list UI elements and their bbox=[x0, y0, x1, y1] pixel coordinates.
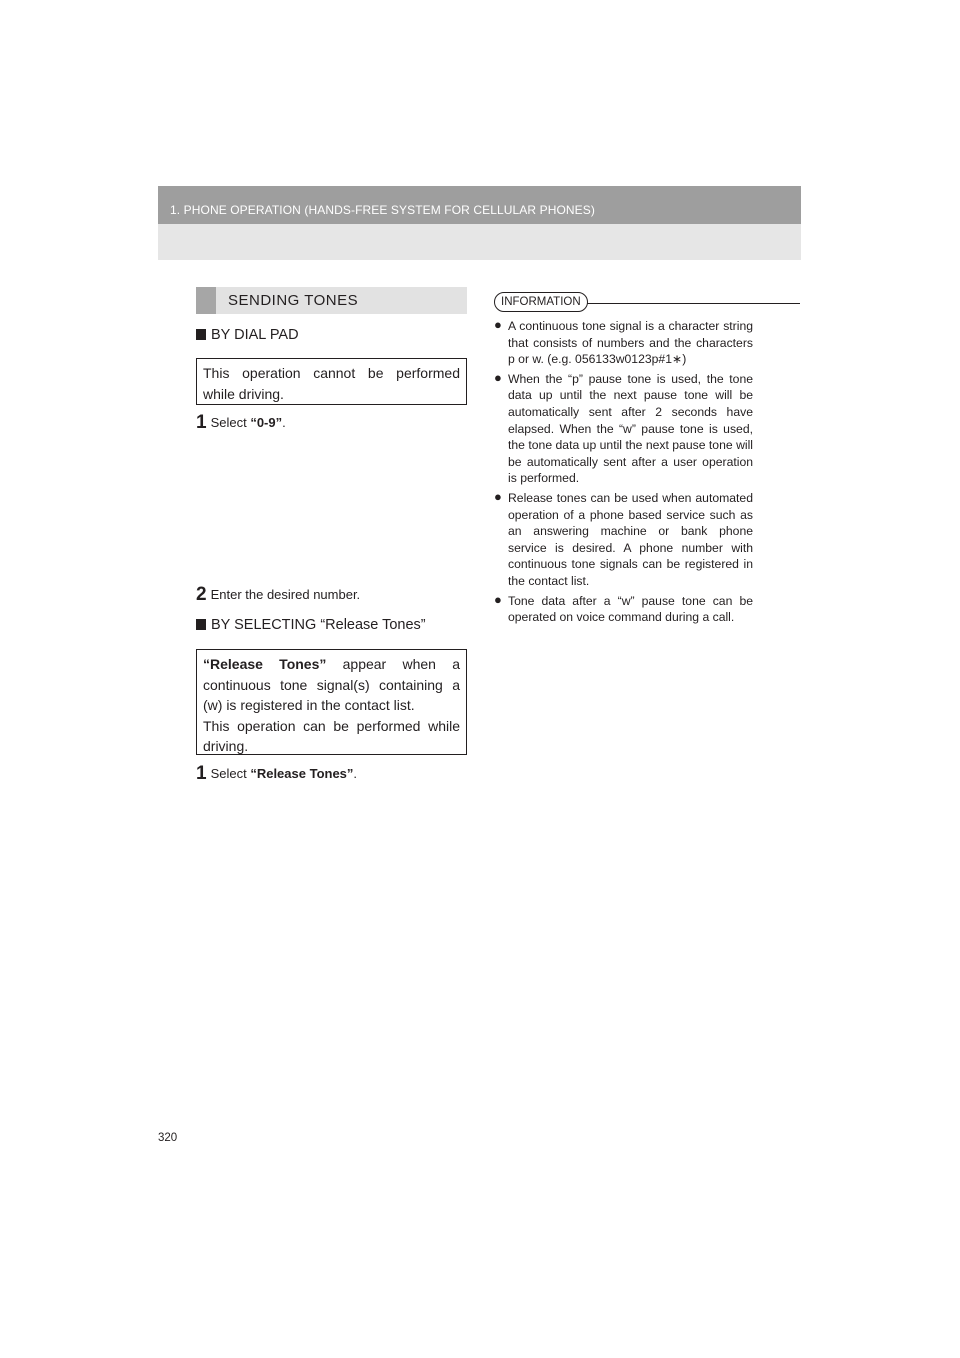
section-heading bbox=[196, 287, 467, 314]
chapter-header bbox=[158, 186, 801, 224]
circle-bullet-icon: ● bbox=[494, 488, 502, 504]
information-label: INFORMATION bbox=[494, 292, 588, 312]
dial-pad-step-2: 2 Enter the desired number. bbox=[196, 584, 361, 605]
information-list bbox=[494, 318, 753, 629]
release-tones-heading: BY SELECTING “Release Tones” bbox=[196, 617, 426, 633]
chapter-title: 1. PHONE OPERATION (HANDS-FREE SYSTEM FOR CELLULAR PHONES) bbox=[170, 203, 595, 217]
information-item: ● Tone data after a “w” pause tone can be operated on voice command during a call. bbox=[494, 591, 753, 625]
dial-pad-heading: BY DIAL PAD bbox=[196, 327, 299, 343]
header-subbar bbox=[158, 224, 801, 260]
information-rule bbox=[560, 303, 800, 304]
page-number: 320 bbox=[158, 1132, 178, 1144]
release-tones-note: “Release Tones” appear when a continuous tone signal(s) containing a (w) is registered in the contact list. This operation can be performed while driving. bbox=[196, 649, 467, 755]
dial-pad-step-1: 1 Select “0-9”. bbox=[196, 412, 286, 433]
information-item: ● When the “p” pause tone is used, the tone data up until the next pause tone will be automatically sent after 2 seconds have elapsed. When the “w” pause tone is used, the tone data up until the next pause tone will be automatically sent after a user operation is performed. bbox=[494, 369, 753, 486]
dial-pad-note: This operation cannot be performed while driving. bbox=[196, 358, 467, 405]
information-item: ● Release tones can be used when automated operation of a phone based service such as an answering machine or bank phone service is desired. A phone number with continuous tone signals can be registered in the contact list. bbox=[494, 488, 753, 588]
square-bullet-icon bbox=[196, 619, 206, 630]
circle-bullet-icon: ● bbox=[494, 317, 502, 332]
information-item: ● A continuous tone signal is a character string that consists of numbers and the characters p or w. (e.g. 056133w0123p#1∗) bbox=[494, 317, 753, 367]
section-marker bbox=[196, 287, 216, 314]
release-tones-step-1: 1 Select “Release Tones”. bbox=[196, 763, 358, 784]
section-title: SENDING TONES bbox=[228, 292, 359, 309]
square-bullet-icon bbox=[196, 329, 206, 340]
circle-bullet-icon: ● bbox=[494, 369, 502, 385]
circle-bullet-icon: ● bbox=[494, 591, 502, 607]
